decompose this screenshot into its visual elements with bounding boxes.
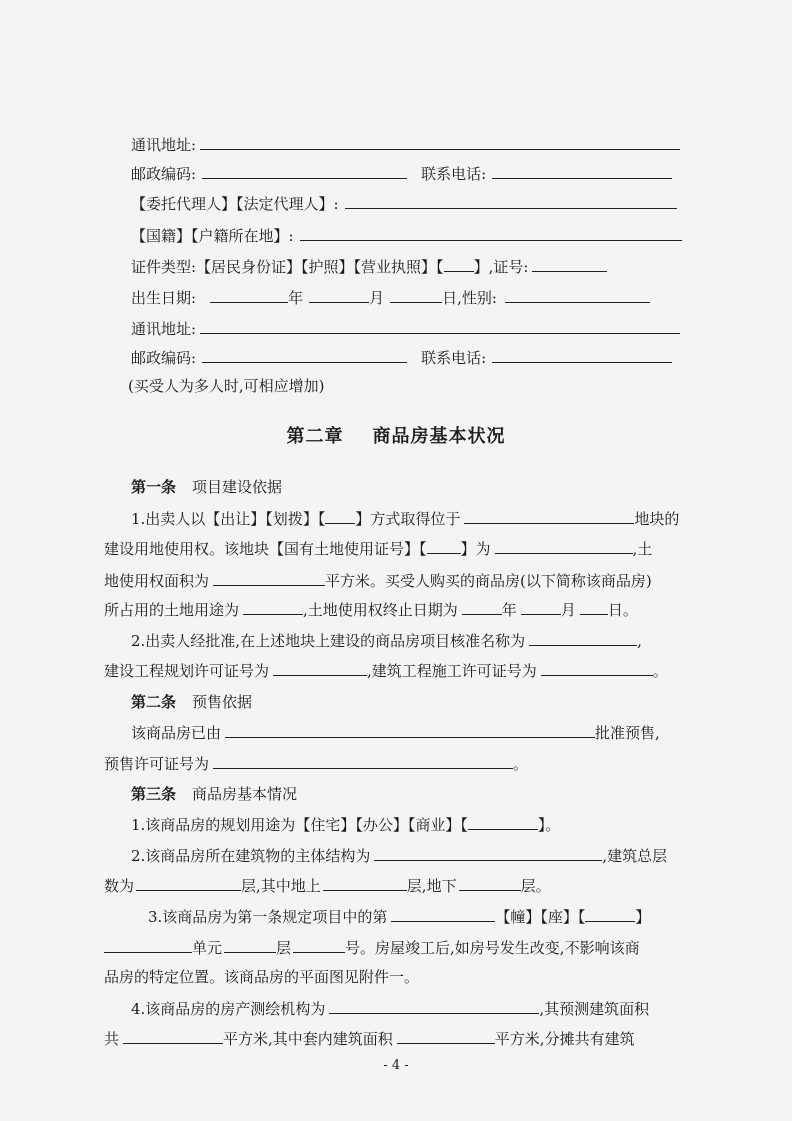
art3-p2-line1 bbox=[131, 845, 667, 866]
article-1-heading bbox=[131, 477, 282, 497]
agent-blank[interactable] bbox=[345, 193, 677, 209]
text: 4.该商品房的房产测绘机构为 bbox=[131, 1000, 326, 1018]
id-number-label: 】,证号: bbox=[473, 258, 529, 276]
text: ,土 bbox=[632, 540, 653, 558]
text: 层,其中地上 bbox=[241, 877, 321, 895]
planned-use-blank[interactable] bbox=[468, 814, 538, 830]
text: 该商品房已由 bbox=[131, 724, 222, 742]
room-number-blank[interactable] bbox=[293, 937, 345, 953]
address-line bbox=[131, 134, 680, 155]
text: ,建筑总层 bbox=[602, 847, 668, 865]
text: 单元 bbox=[192, 939, 223, 957]
building-type-blank[interactable] bbox=[585, 906, 635, 922]
address-blank[interactable] bbox=[200, 134, 680, 150]
art1-p1-line1 bbox=[131, 508, 679, 529]
text: 建设工程规划许可证号为 bbox=[104, 662, 270, 680]
text: 号。房屋竣工后,如房号发生改变,不影响该商 bbox=[345, 939, 640, 957]
text: 预售许可证号为 bbox=[104, 755, 210, 773]
article-1-number: 第一条 bbox=[131, 478, 177, 496]
art3-p4-line2 bbox=[104, 1028, 635, 1049]
text: 2.出卖人经批准,在上述地块上建设的商品房项目核准名称为 bbox=[131, 632, 526, 650]
text: 】。 bbox=[537, 816, 561, 834]
postcode-label: 邮政编码: bbox=[131, 165, 197, 183]
article-2-title: 预售依据 bbox=[192, 693, 253, 711]
art1-p1-line3 bbox=[104, 570, 652, 591]
art1-p1-line4 bbox=[104, 599, 638, 620]
text: 日。 bbox=[607, 601, 638, 619]
text: 1.该商品房的规划用途为【住宅】【办公】【商业】【 bbox=[131, 816, 468, 834]
nationality-label: 【国籍】【户籍所在地】: bbox=[131, 227, 294, 245]
dob-month-blank[interactable] bbox=[309, 287, 369, 303]
text: 。 bbox=[652, 662, 668, 680]
internal-area-blank[interactable] bbox=[397, 1028, 495, 1044]
postcode2-line bbox=[131, 347, 672, 368]
id-number-blank[interactable] bbox=[532, 256, 607, 272]
text: 】 bbox=[635, 908, 651, 926]
end-month-blank[interactable] bbox=[521, 599, 561, 615]
text: 】方式取得位于 bbox=[355, 510, 461, 528]
id-type-blank[interactable] bbox=[444, 256, 474, 272]
art2-line1 bbox=[131, 722, 660, 743]
dob-day-blank[interactable] bbox=[390, 287, 442, 303]
text: ,土地使用权终止日期为 bbox=[303, 601, 458, 619]
text: 数为 bbox=[104, 877, 135, 895]
multi-buyer-note: (买受人为多人时,可相应增加) bbox=[128, 377, 325, 395]
text: 地使用权面积为 bbox=[104, 572, 210, 590]
text: 层 bbox=[276, 939, 292, 957]
floors-below-blank[interactable] bbox=[459, 875, 521, 891]
text: 层。 bbox=[520, 877, 551, 895]
planning-permit-blank[interactable] bbox=[273, 660, 367, 676]
art1-p2-line1 bbox=[131, 630, 642, 651]
presale-permit-blank[interactable] bbox=[213, 753, 513, 769]
dob-label: 出生日期: bbox=[131, 289, 197, 307]
project-name-blank[interactable] bbox=[529, 630, 637, 646]
gender-label: 日,性别: bbox=[442, 289, 497, 307]
text: 建设用地使用权。该地块【国有土地使用证号】【 bbox=[104, 540, 427, 558]
end-year-blank[interactable] bbox=[462, 599, 502, 615]
text: ,建筑工程施工许可证号为 bbox=[367, 662, 537, 680]
construction-permit-blank[interactable] bbox=[541, 660, 653, 676]
predicted-area-blank[interactable] bbox=[123, 1028, 223, 1044]
text: 1.出卖人以【出让】【划拨】【 bbox=[131, 510, 326, 528]
dob-line bbox=[131, 287, 650, 308]
text: 2.该商品房所在建筑物的主体结构为 bbox=[131, 847, 371, 865]
page-number: - 4 - bbox=[383, 1058, 409, 1073]
article-2-heading bbox=[131, 692, 252, 712]
land-area-blank[interactable] bbox=[213, 570, 325, 586]
chapter-title: 第二章 商品房基本状况 bbox=[286, 426, 506, 447]
text: 所占用的土地用途为 bbox=[104, 601, 240, 619]
art3-p2-line2 bbox=[104, 875, 551, 896]
art3-p4-line1 bbox=[131, 998, 649, 1019]
dob-year-blank[interactable] bbox=[210, 287, 288, 303]
id-line bbox=[131, 256, 607, 277]
address2-blank[interactable] bbox=[200, 318, 680, 334]
agent-label: 【委托代理人】【法定代理人】: bbox=[131, 195, 339, 213]
building-number-blank[interactable] bbox=[391, 906, 495, 922]
text: 。 bbox=[513, 755, 529, 773]
nationality-blank[interactable] bbox=[300, 225, 682, 241]
postcode-blank[interactable] bbox=[202, 163, 407, 179]
survey-agency-blank[interactable] bbox=[329, 998, 539, 1014]
text: 平方米。买受人购买的商品房(以下简称该商品房) bbox=[325, 572, 652, 590]
phone-label: 联系电话: bbox=[421, 165, 487, 183]
floors-above-blank[interactable] bbox=[323, 875, 407, 891]
floor-blank[interactable] bbox=[224, 937, 276, 953]
land-cert-type-blank[interactable] bbox=[427, 538, 461, 554]
art3-p3-line1 bbox=[148, 906, 650, 927]
article-3-heading bbox=[131, 784, 297, 804]
phone-blank[interactable] bbox=[492, 163, 672, 179]
address2-label: 通讯地址: bbox=[131, 320, 197, 338]
phone2-label: 联系电话: bbox=[421, 349, 487, 367]
text: 共 bbox=[104, 1030, 120, 1048]
text: ,其预测建筑面积 bbox=[539, 1000, 650, 1018]
month-label: 月 bbox=[369, 289, 385, 307]
text: 3.该商品房为第一条规定项目中的第 bbox=[148, 908, 388, 926]
acquisition-method-blank[interactable] bbox=[325, 508, 355, 524]
text: 月 bbox=[560, 601, 576, 619]
text: 平方米,分摊共有建筑 bbox=[494, 1030, 635, 1048]
text: 【幢】【座】【 bbox=[495, 908, 586, 926]
postcode-line bbox=[131, 163, 672, 184]
year-label: 年 bbox=[288, 289, 304, 307]
land-cert-number-blank[interactable] bbox=[495, 538, 633, 554]
art1-p1-line2 bbox=[104, 538, 652, 559]
agent-line bbox=[131, 193, 677, 214]
address2-line bbox=[131, 318, 680, 339]
gender-blank[interactable] bbox=[505, 287, 650, 303]
end-day-blank[interactable] bbox=[580, 599, 608, 615]
text: 平方米,其中套内建筑面积 bbox=[223, 1030, 393, 1048]
article-3-number: 第三条 bbox=[131, 785, 177, 803]
text: 】为 bbox=[460, 540, 491, 558]
text: 年 bbox=[501, 601, 517, 619]
text: 批准预售, bbox=[595, 724, 660, 742]
art2-line2 bbox=[104, 753, 528, 774]
main-structure-blank[interactable] bbox=[374, 845, 602, 861]
text: 地块的 bbox=[634, 510, 680, 528]
art3-p3-line2 bbox=[104, 937, 640, 958]
address-label: 通讯地址: bbox=[131, 136, 197, 154]
land-use-blank[interactable] bbox=[243, 599, 303, 615]
postcode2-label: 邮政编码: bbox=[131, 349, 197, 367]
presale-approver-blank[interactable] bbox=[225, 722, 595, 738]
id-type-label: 证件类型:【居民身份证】【护照】【营业执照】【 bbox=[131, 258, 444, 276]
art3-p3-line3: 品房的特定位置。该商品房的平面图见附件一。 bbox=[104, 968, 420, 986]
postcode2-blank[interactable] bbox=[202, 347, 407, 363]
text: 层,地下 bbox=[406, 877, 457, 895]
article-2-number: 第二条 bbox=[131, 693, 177, 711]
land-location-blank[interactable] bbox=[464, 508, 634, 524]
text: , bbox=[637, 632, 642, 650]
art3-p1 bbox=[131, 814, 560, 835]
article-1-title: 项目建设依据 bbox=[192, 478, 283, 496]
art1-p2-line2 bbox=[104, 660, 668, 681]
nationality-line bbox=[131, 225, 682, 246]
unit-blank[interactable] bbox=[104, 937, 192, 953]
phone2-blank[interactable] bbox=[492, 347, 672, 363]
total-floors-blank[interactable] bbox=[136, 875, 241, 891]
article-3-title: 商品房基本情况 bbox=[192, 785, 298, 803]
